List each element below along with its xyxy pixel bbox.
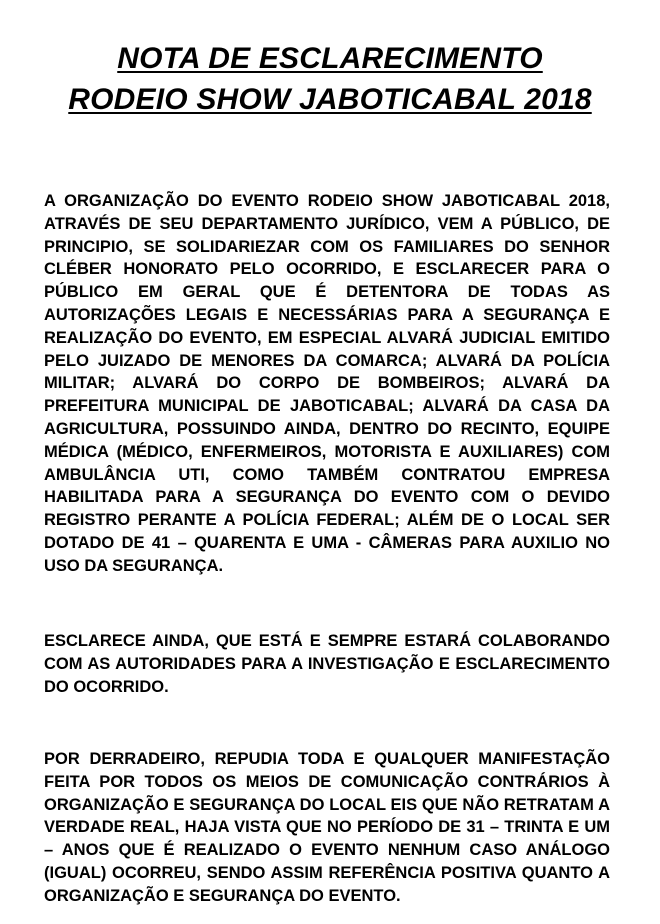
document-title-line-1: NOTA DE ESCLARECIMENTO	[117, 42, 543, 75]
paragraph-1: A ORGANIZAÇÃO DO EVENTO RODEIO SHOW JABOTICABAL 2018, ATRAVÉS DE SEU DEPARTAMENTO JURÍDICO, VEM A PÚBLICO, DE PRINCIPIO, SE SOLIDARIEZAR COM OS FAMILIARES DO SENHOR CLÉBER HONORATO PELO OCORRIDO, E ESCLARECER PARA O PÚBLICO EM GERAL QUE É DETENTORA DE TODAS AS AUTORIZAÇÕES LEGAIS E NECESSÁRIAS PARA A SEGURANÇA E REALIZAÇÃO DO EVENTO, EM ESPECIAL ALVARÁ JUDICIAL EMITIDO PELO JUIZADO DE MENORES DA COMARCA; ALVARÁ DA POLÍCIA MILITAR; ALVARÁ DO CORPO DE BOMBEIROS; ALVARÁ DA PREFEITURA MUNICIPAL DE JABOTICABAL; ALVARÁ DA CASA DA AGRICULTURA, POSSUINDO AINDA, DENTRO DO RECINTO, EQUIPE MÉDICA (MÉDICO, ENFERMEIROS, MOTORISTA E AUXILIARES) COM AMBULÂNCIA UTI, COMO TAMBÉM CONTRATOU EMPRESA HABILITADA PARA A SEGURANÇA DO EVENTO COM O DEVIDO REGISTRO PERANTE A POLÍCIA FEDERAL; ALÉM DE O LOCAL SER DOTADO DE 41 – QUARENTA E UMA - CÂMERAS PARA AUXILIO NO USO DA SEGURANÇA.	[44, 192, 610, 575]
paragraph-2: ESCLARECE AINDA, QUE ESTÁ E SEMPRE ESTARÁ COLABORANDO COM AS AUTORIDADES PARA A INVESTIGAÇÃO E ESCLARECIMENTO DO OCORRIDO.	[44, 632, 610, 696]
paragraph-3: POR DERRADEIRO, REPUDIA TODA E QUALQUER MANIFESTAÇÃO FEITA POR TODOS OS MEIOS DE COMUNICAÇÃO CONTRÁRIOS À ORGANIZAÇÃO E SEGURANÇA DO LOCAL EIS QUE NÃO RETRATAM A VERDADE REAL, HAJA VISTA QUE NO PERÍODO DE 31 – TRINTA E UM – ANOS QUE É REALIZADO O EVENTO NENHUM CASO ANÁLOGO (IGUAL) OCORREU, SENDO ASSIM REFERÊNCIA POSITIVA QUANTO A ORGANIZAÇÃO E SEGURANÇA DO EVENTO.	[44, 750, 610, 905]
document-title-line-2: RODEIO SHOW JABOTICABAL 2018	[68, 83, 592, 116]
